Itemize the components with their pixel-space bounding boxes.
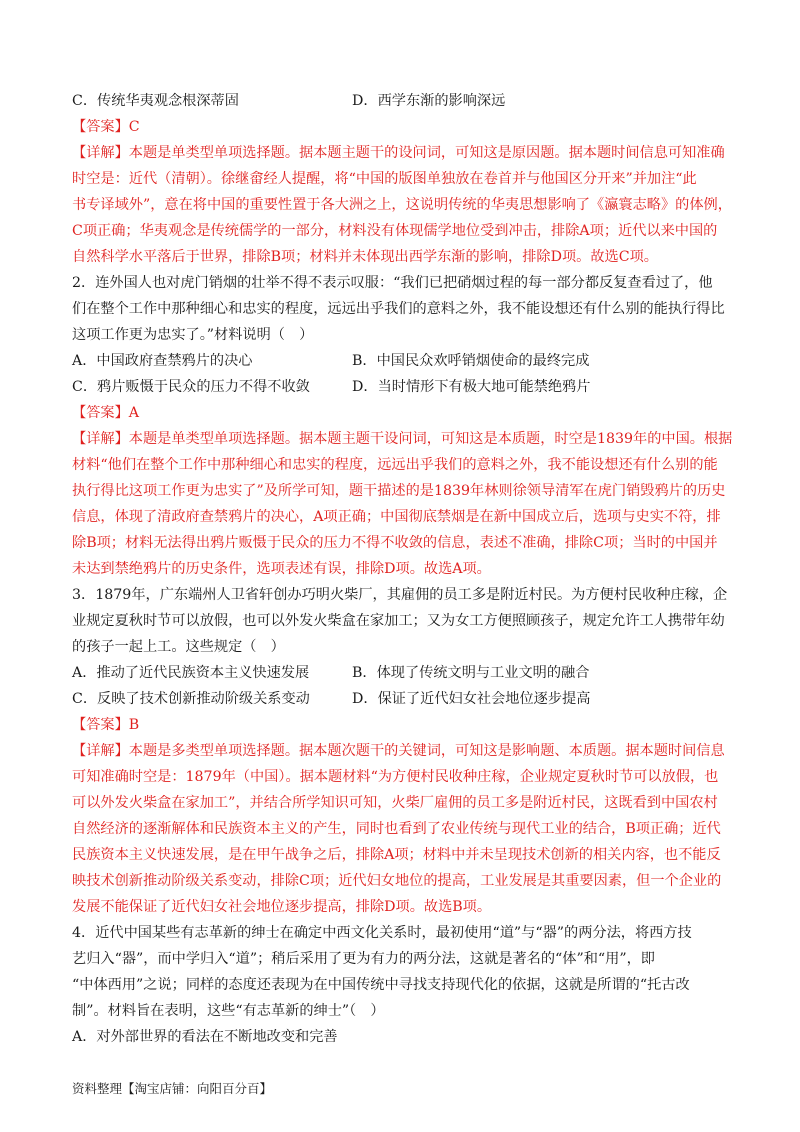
q2-stem — [72, 270, 730, 348]
page-footer: 资料整理【淘宝店铺：向阳百分百】 — [72, 1081, 273, 1096]
q3-stem — [72, 582, 730, 660]
q4-stem-line: 艺归入“器”，而中学归入“道”；稍后采用了更为有力的两分法，这就是著名的“体”和“用”，即 — [72, 951, 655, 967]
q3-detail-line: 映技术创新推动阶级关系变动，排除C项；近代妇女地位的提高，工业发展是其重要因素，但一个企业的 — [72, 873, 722, 889]
q3-answer: 【答案】B — [72, 717, 140, 733]
q3-option-d: D．保证了近代妇女社会地位逐步提高 — [352, 691, 591, 707]
q2-stem-line: 2．连外国人也对虎门销烟的壮举不得不表示叹服：“我们已把硝烟过程的每一部分都反复查看过了，他 — [72, 275, 713, 291]
q3-options-row — [72, 686, 730, 712]
q2-option-c: C．鸦片贩慑于民众的压力不得不收敛 — [72, 379, 310, 395]
q4-stem-line: “中体西用”之说；同样的态度还表现为在中国传统中寻找支持现代化的依据，这就是所谓的“托古改 — [72, 977, 690, 993]
q3-detail-line: 可以外发火柴盒在家加工”，并结合所学知识可知，火柴厂雇佣的员工多是附近村民，这既看到中国农村 — [72, 795, 718, 811]
q1-detail-line: 自然科学水平落后于世界，排除B项；材料并未体现出西学东渐的影响，排除D项。故选C项。 — [72, 249, 658, 265]
q3-detail-line: 发展不能保证了近代妇女社会地位逐步提高，排除D项。故选B项。 — [72, 899, 492, 915]
q3-detail-line: 民族资本主义快速发展，是在甲午战争之后，排除A项；材料中并未呈现技术创新的相关内容，也不能反 — [72, 847, 721, 863]
q2-answer: 【答案】A — [72, 405, 139, 421]
q3-detail — [72, 738, 730, 920]
q2-detail — [72, 426, 733, 582]
q3-option-b: B．体现了传统文明与工业文明的融合 — [352, 665, 590, 681]
q2-detail-line: 材料“他们在整个工作中那种细心和忠实的程度，远远出乎我们的意料之外，我不能设想还有什么别的能 — [72, 457, 718, 473]
q2-detail-line: 未达到禁绝鸦片的历史条件，选项表述有误，排除D项。故选A项。 — [72, 561, 491, 577]
q2-stem-line: 这项工作更为忠实了。”材料说明（ ） — [72, 327, 314, 343]
q2-option-a: A．中国政府查禁鸦片的决心 — [72, 353, 253, 369]
q1-option-c: C．传统华夷观念根深蒂固 — [72, 93, 239, 109]
q2-option-d: D．当时情形下有极大地可能禁绝鸦片 — [352, 379, 591, 395]
q2-options-row — [72, 348, 730, 374]
q2-detail-line: 除B项；材料无法得出鸦片贩慑于民众的压力不得不收敛的信息，表述不准确，排除C项；当时的中国并 — [72, 535, 718, 551]
q3-stem-line: 3．1879年，广东端州人卫省轩创办巧明火柴厂，其雇佣的员工多是附近村民。为方便村民收种庄稼，企 — [72, 587, 728, 603]
q3-option-c: C．反映了技术创新推动阶级关系变动 — [72, 691, 310, 707]
q3-stem-line: 的孩子一起上工。这些规定（ ） — [72, 639, 285, 655]
q3-detail-line: 自然经济的逐渐解体和民族资本主义的产生，同时也看到了农业传统与现代工业的结合，B项正确；近代 — [72, 821, 721, 837]
q1-options-row — [72, 88, 730, 114]
q2-stem-line: 们在整个工作中那种细心和忠实的程度，远远出乎我们的意料之外，我不能设想还有什么别的能执行得比 — [72, 301, 725, 317]
q3-option-a: A．推动了近代民族资本主义快速发展 — [72, 665, 310, 681]
q1-detail-line: 时空是：近代（清朝）。徐继畲经人提醒，将“中国的版图单独放在卷首并与他国区分开来”并加注“此 — [72, 171, 697, 187]
q4-stem-line: 4．近代中国某些有志革新的绅士在确定中西文化关系时，最初使用“道”与“器”的两分法，将西方技 — [72, 925, 692, 941]
q2-detail-line: 信息，体现了清政府查禁鸦片的决心，A项正确；中国彻底禁烟是在新中国成立后，选项与史实不符，排 — [72, 509, 721, 525]
q1-detail-line: 【详解】本题是单类型单项选择题。据本题主题干的设问词，可知这是原因题。据本题时间信息可知准确 — [72, 145, 725, 161]
q2-option-b: B．中国民众欢呼销烟使命的最终完成 — [352, 353, 590, 369]
q2-options-row — [72, 374, 730, 400]
q1-detail-line: 书专译域外”，意在将中国的重要性置于各大洲之上，这说明传统的华夷思想影响了《瀛寰志略》的体例， — [72, 197, 732, 213]
q4-stem-line: 制”。材料旨在表明，这些“有志革新的绅士”（ ） — [72, 1003, 385, 1019]
q4-stem — [72, 920, 730, 1024]
q1-detail — [72, 140, 730, 270]
q1-detail-line: C项正确；华夷观念是传统儒学的一部分，材料没有体现儒学地位受到冲击，排除A项；近代以来中国的 — [72, 223, 718, 239]
q1-answer: 【答案】C — [72, 119, 140, 135]
q4-option-a: A．对外部世界的看法在不断地改变和完善 — [72, 1029, 338, 1045]
q1-option-d: D．西学东渐的影响深远 — [352, 93, 506, 109]
q2-detail-line: 执行得比这项工作更为忠实了”及所学可知，题干描述的是1839年林则徐领导清军在虎门销毁鸦片的历史 — [72, 483, 726, 499]
q3-detail-line: 【详解】本题是多类型单项选择题。据本题次题干的关键词，可知这是影响题、本质题。据本题时间信息 — [72, 743, 725, 759]
q3-detail-line: 可知准确时空是：1879年（中国）。据本题材料“为方便村民收种庄稼，企业规定夏秋时节可以放假，也 — [72, 769, 719, 785]
q3-options-row — [72, 660, 730, 686]
q2-detail-line: 【详解】本题是单类型单项选择题。据本题主题干设问词，可知这是本质题，时空是1839年的中国。根据 — [72, 431, 733, 447]
page-content — [72, 88, 733, 1050]
q3-stem-line: 业规定夏秋时节可以放假，也可以外发火柴盒在家加工；又为女工方便照顾孩子，规定允许工人携带年幼 — [72, 613, 725, 629]
